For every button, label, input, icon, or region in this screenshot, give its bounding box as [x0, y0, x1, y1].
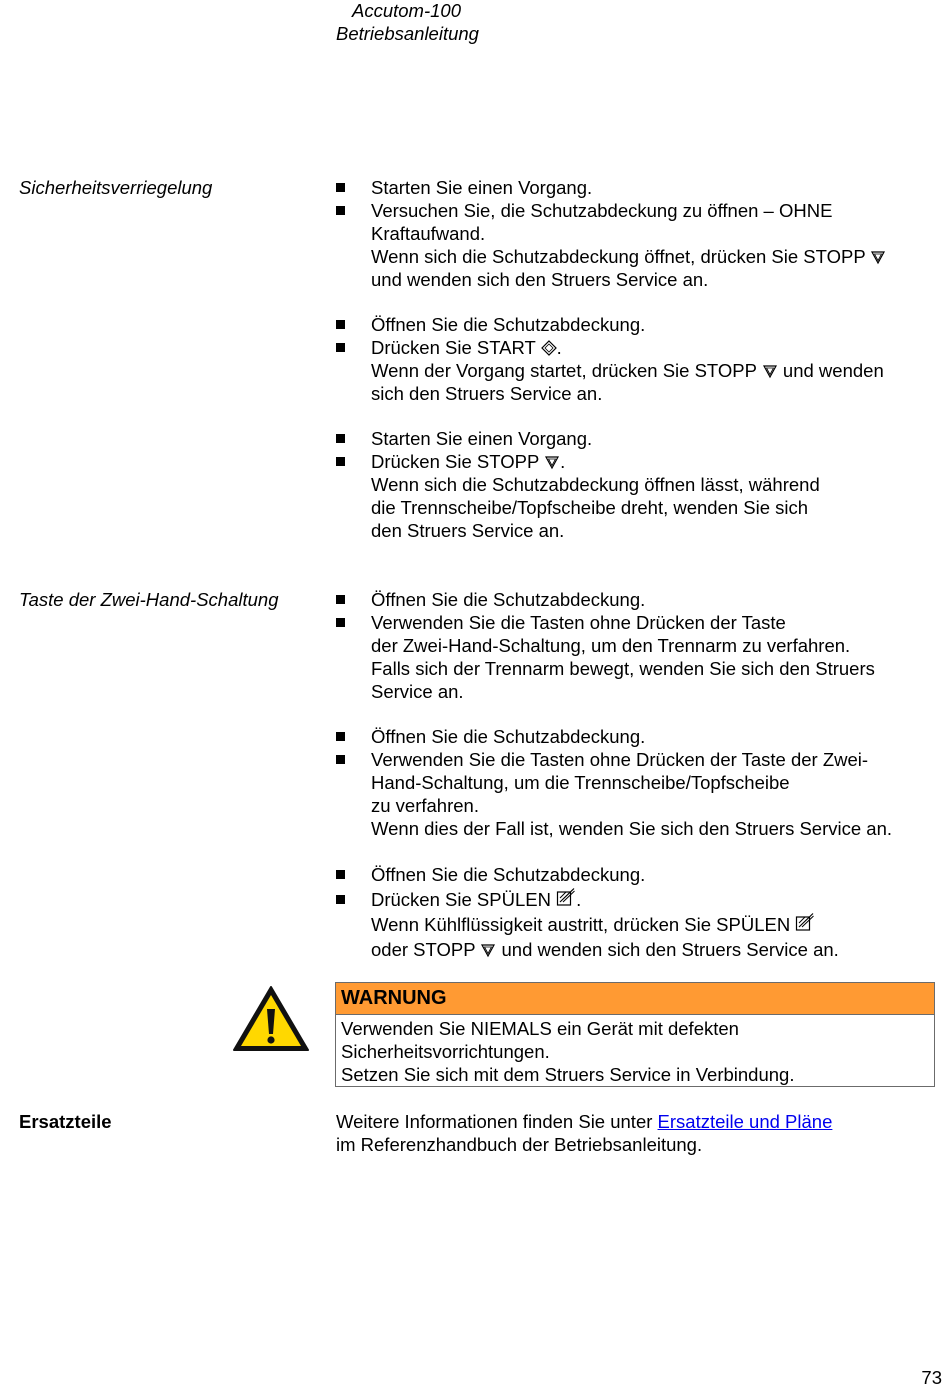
bullet-square-icon [336, 895, 345, 904]
stop-icon [870, 249, 886, 265]
safety-lock-group-3 [336, 427, 936, 542]
bullet-square-icon [336, 870, 345, 879]
two-hand-group-1 [336, 588, 936, 703]
continuation-line: und wenden sich den Struers Service an. [371, 269, 709, 290]
continuation-line: Wenn Kühlflüssigkeit austritt, drücken Sie SPÜLEN [336, 912, 936, 937]
two-hand-group-2 [336, 725, 936, 840]
bullet-item: Öffnen Sie die Schutzabdeckung. [336, 725, 936, 748]
flush-icon [556, 887, 576, 907]
continuation-line: Service an. [371, 681, 464, 702]
bullet-square-icon [336, 732, 345, 741]
warning-body [336, 1015, 934, 1086]
bullet-square-icon [336, 320, 345, 329]
document-header [336, 0, 479, 45]
safety-lock-group-2 [336, 313, 936, 405]
continuation-line: sich den Struers Service an. [371, 383, 603, 404]
continuation-line: Falls sich der Trennarm bewegt, wenden Sie sich den Struers [371, 658, 875, 679]
warning-box [335, 982, 935, 1087]
bullet-square-icon [336, 457, 345, 466]
spare-parts-link[interactable]: Ersatzteile und Pläne [657, 1111, 833, 1132]
continuation-line: Wenn dies der Fall ist, wenden Sie sich den Struers Service an. [371, 818, 892, 839]
continuation-line: zu verfahren. [371, 795, 479, 816]
bullet-item: Drücken Sie SPÜLEN . [336, 887, 936, 912]
bullet-item: Starten Sie einen Vorgang. [336, 176, 936, 199]
section-label-safety-lock: Sicherheitsverriegelung [19, 177, 213, 198]
warning-line: Setzen Sie sich mit dem Struers Service in Verbindung. [341, 1064, 795, 1085]
start-icon [541, 340, 557, 356]
continuation-line: Wenn sich die Schutzabdeckung öffnet, drücken Sie STOPP [336, 245, 936, 268]
section-label-spare-parts: Ersatzteile [19, 1111, 112, 1132]
flush-icon [795, 912, 815, 932]
stop-icon [544, 454, 560, 470]
bullet-square-icon [336, 434, 345, 443]
two-hand-group-3 [336, 862, 936, 962]
header-product-name: Accutom-100 [352, 0, 461, 21]
bullet-item: Öffnen Sie die Schutzabdeckung. [336, 588, 936, 611]
bullet-item: Drücken Sie START . [336, 336, 936, 359]
header-document-title: Betriebsanleitung [336, 23, 479, 44]
continuation-line: Kraftaufwand. [371, 223, 486, 244]
bullet-item: Drücken Sie STOPP . [336, 450, 936, 473]
continuation-line: den Struers Service an. [371, 520, 565, 541]
warning-line: Sicherheitsvorrichtungen. [341, 1041, 550, 1062]
safety-lock-group-1 [336, 176, 936, 291]
bullet-item: Verwenden Sie die Tasten ohne Drücken der Taste der Zwei- [336, 748, 936, 771]
bullet-square-icon [336, 595, 345, 604]
warning-title: WARNUNG [336, 983, 934, 1015]
spare-parts-text: Weitere Informationen finden Sie unter Ersatzteile und Pläne im Referenzhandbuch der Betriebsanleitung. [336, 1111, 833, 1155]
continuation-line: Wenn sich die Schutzabdeckung öffnen lässt, während [371, 474, 820, 495]
continuation-line: Wenn der Vorgang startet, drücken Sie STOPP und wenden [371, 360, 884, 381]
bullet-item: Starten Sie einen Vorgang. [336, 427, 936, 450]
spare-parts-text-line: im Referenzhandbuch der Betriebsanleitung. [336, 1134, 703, 1155]
bullet-square-icon [336, 183, 345, 192]
bullet-square-icon [336, 206, 345, 215]
bullet-square-icon [336, 755, 345, 764]
stop-icon [762, 363, 778, 379]
continuation-line: der Zwei-Hand-Schaltung, um den Trennarm zu verfahren. [371, 635, 851, 656]
bullet-square-icon [336, 618, 345, 627]
section-label-two-hand: Taste der Zwei-Hand-Schaltung [19, 589, 279, 610]
continuation-line: die Trennscheibe/Topfscheibe dreht, wenden Sie sich [371, 497, 809, 518]
bullet-item: Öffnen Sie die Schutzabdeckung. [336, 313, 936, 336]
bullet-item: Verwenden Sie die Tasten ohne Drücken der Taste [336, 611, 936, 634]
bullet-square-icon [336, 343, 345, 352]
page-number: 73 [921, 1367, 942, 1388]
continuation-line: Hand-Schaltung, um die Trennscheibe/Topfscheibe [371, 772, 790, 793]
warning-line: Verwenden Sie NIEMALS ein Gerät mit defekten [341, 1018, 739, 1039]
stop-icon [480, 942, 496, 958]
continuation-line: oder STOPP und wenden sich den Struers Service an. [371, 939, 839, 960]
bullet-item: Öffnen Sie die Schutzabdeckung. [336, 862, 936, 887]
bullet-item: Versuchen Sie, die Schutzabdeckung zu öffnen – OHNE [336, 199, 936, 222]
warning-triangle-icon [232, 985, 310, 1053]
